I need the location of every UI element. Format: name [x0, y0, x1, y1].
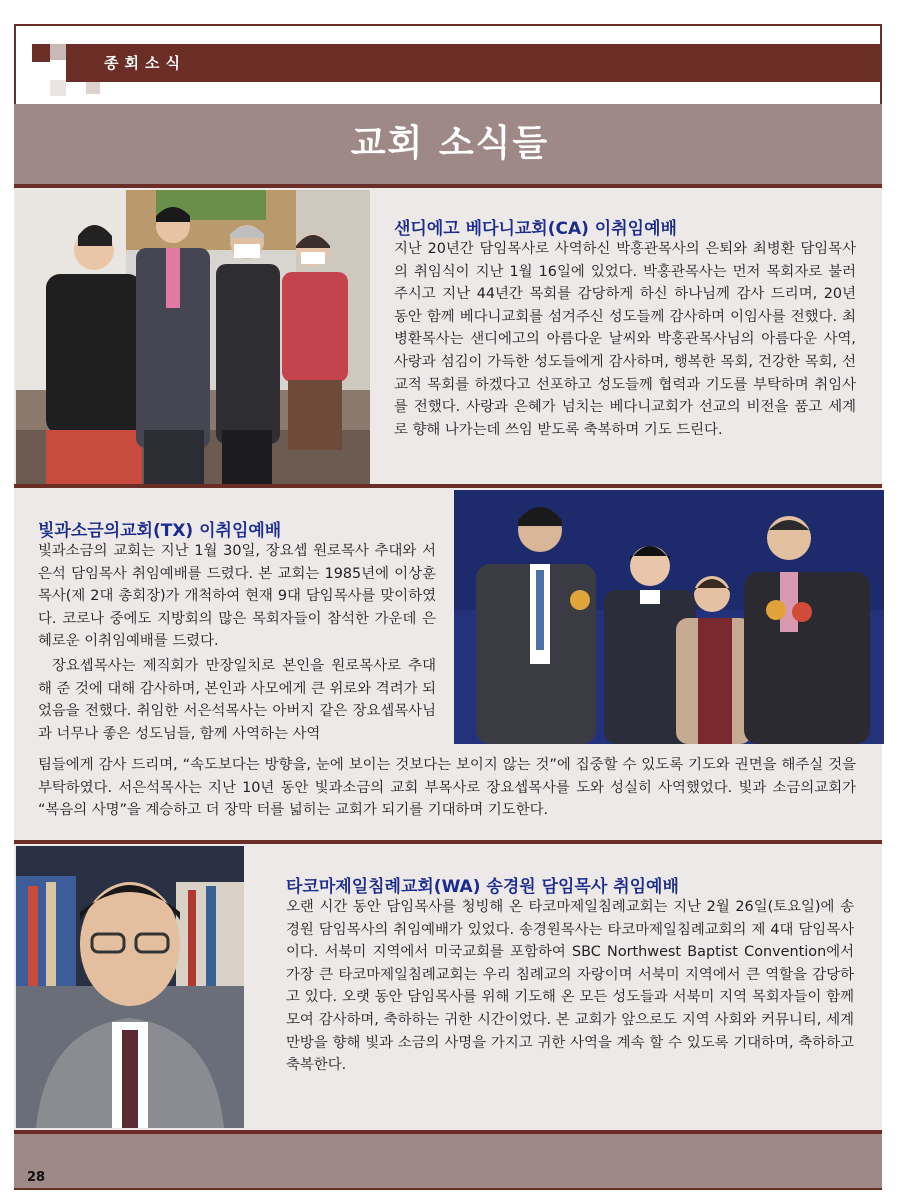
article-1-heading: 샌디에고 베다니교회(CA) 이취임예배 [394, 219, 677, 239]
article-2-body-p2: 장요셉목사는 제직회가 만장일치로 본인을 원로목사로 추대해 준 것에 대해 감사하며, 본인과 사모에게 큰 위로와 격려가 되었음을 전했다. 취임한 서은석목사는 아버지 같은 장요셉목사님과 너무나 좋은 성도님들, 함께 사역하는 사역 [38, 658, 436, 742]
page-title: 교회 소식들 [350, 123, 550, 164]
article-3-body: 오랜 시간 동안 담임목사를 청빙해 온 타코마제일침례교회는 지난 2월 26일(토요일)에 송경원 담임목사의 취임예배가 있었다. 송경원목사는 타코마제일침례교회의 제 4대 담임목사이다. 서북미 지역에서 미국교회를 포함하여 SBC Northwest Baptist Convention에서 가장 큰 타코마제일침례교회는 우리 침례교의 자랑이며 서북미 지역에서 큰 역할을 감당하고 있다. 오랫 동안 담임목사를 위해 기도해 온 모든 성도들과 서북미 지역 목회자들이 함께 모여 감사하며, 축하하는 귀한 시간이었다. 본 교회가 앞으로도 지역 사회와 커뮤니티, 세계 만방을 향해 빛과 소금의 사명을 가지고 귀한 사역을 계속 할 수 있도록 기대하며, 축하하고 축복한다. [286, 899, 854, 1074]
article-3-heading: 타코마제일침례교회(WA) 송경원 담임목사 취임예배 [286, 877, 679, 897]
article-1-photo [16, 190, 370, 484]
decor-square [50, 44, 66, 60]
decor-square [32, 44, 50, 62]
article-2-body-p1: 빛과소금의 교회는 지난 1월 30일, 장요셉 원로목사 추대와 서은석 담임목사 취임예배를 드렸다. 본 교회는 1985년에 이상훈목사(제 2대 총회장)가 개척하여 현재 9대 담임목사를 맞이하였다. 코로나 중에도 지방회의 많은 목회자들이 참석한 가운데 은혜로운 이취임예배를 드렸다. [38, 543, 436, 650]
article-2-heading: 빛과소금의교회(TX) 이취임예배 [38, 521, 282, 541]
decor-square [86, 80, 100, 94]
article-3-photo [16, 846, 244, 1128]
section-label: 종회소식 [104, 54, 186, 72]
decor-square [50, 80, 66, 96]
article-1-body: 지난 20년간 담임목사로 사역하신 박홍관목사의 은퇴와 최병환 담임목사의 취임식이 지난 1월 16일에 있었다. 박홍관목사는 먼저 목회자로 불러주시고 지난 44년간 목회를 감당하게 하신 하나님께 감사 드리며, 20년 동안 함께 베다니교회를 섬겨주신 성도들께 감사하며 이임사를 전했다. 최병환목사는 샌디에고의 아름다운 날씨와 박홍관목사님의 아름다운 사역, 사랑과 섬김이 가득한 성도들에게 감사하며, 행복한 목회, 건강한 목회, 선교적 목회를 하겠다고 선포하고 성도들께 협력과 기도를 부탁하며 취임사를 전했다. 사랑과 은혜가 넘치는 베다니교회가 선교의 비전을 품고 세계로 향해 나가는데 쓰임 받도록 축복하며 기도 드린다. [394, 241, 856, 438]
article-2-photo [454, 490, 884, 744]
section-header-bar [66, 44, 882, 82]
footer-band [14, 1134, 882, 1188]
page-number: 28 [27, 1170, 46, 1185]
article-2-body-cont: 팀들에게 감사 드리며, “속도보다는 방향을, 눈에 보이는 것보다는 보이지 않는 것”에 집중할 수 있도록 기도와 권면을 해주실 것을 부탁하였다. 서은석목사는 지난 10년 동안 빛과소금의 교회 부목사로 장요셉목사를 도와 성실히 사역했었다. 빛과 소금의교회가 “복음의 사명”을 계승하고 더 장막 터를 넓히는 교회가 되기를 기대하며 기도한다. [38, 757, 856, 819]
